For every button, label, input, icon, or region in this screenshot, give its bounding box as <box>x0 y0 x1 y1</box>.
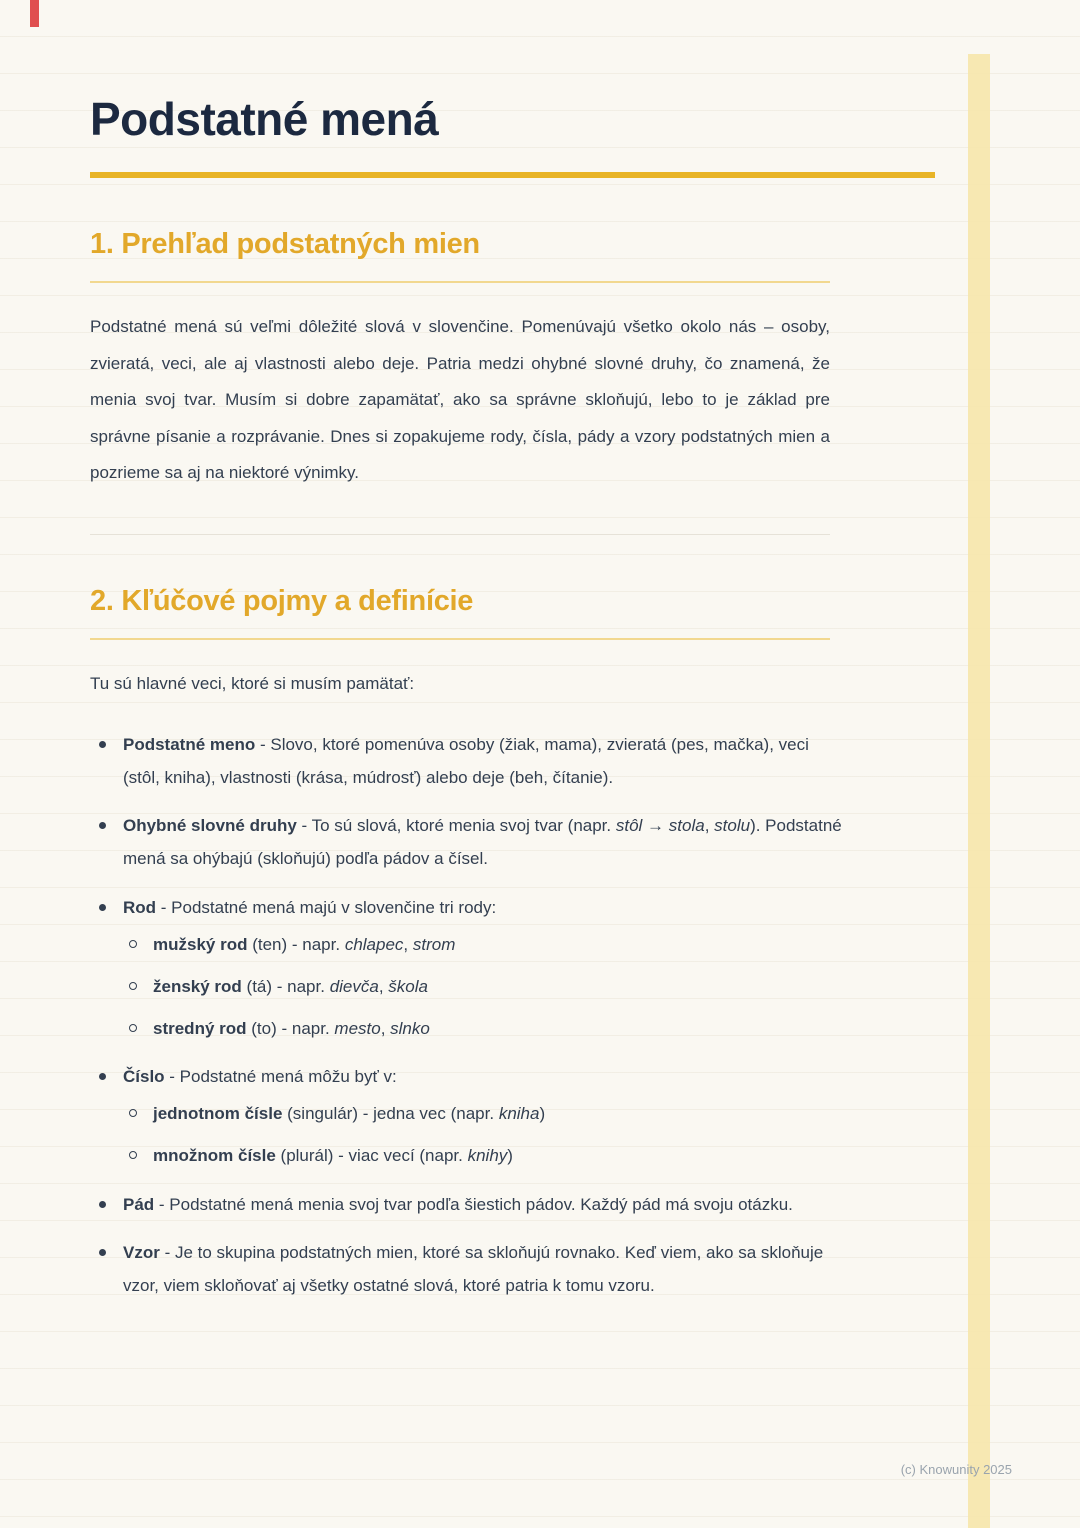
list-item-text: Rod - Podstatné mená majú v slovenčine tri rody: <box>123 897 497 917</box>
list-item-text: Podstatné meno - Slovo, ktoré pomenúva osoby (žiak, mama), zvieratá (pes, mačka), veci (stôl, kniha), vlastnosti (krása, múdrosť) alebo deje (beh, čítanie). <box>123 735 809 788</box>
sub-list-item-text: množnom čísle (plurál) - viac vecí (napr. knihy) <box>153 1146 513 1166</box>
bullet-icon <box>99 904 106 911</box>
section-key-terms <box>90 585 960 1302</box>
list-item <box>90 728 842 794</box>
page-title: Podstatné mená <box>90 93 439 145</box>
bullet-icon <box>99 741 106 748</box>
section-overview-underline <box>90 281 830 283</box>
bullet-icon <box>99 1073 106 1080</box>
list-item <box>90 891 842 1046</box>
circle-bullet-icon <box>129 1109 137 1117</box>
section-overview-heading: 1. Prehľad podstatných mien <box>90 228 480 260</box>
list-item-text: Vzor - Je to skupina podstatných mien, ktoré sa skloňujú rovnako. Keď viem, ako sa skloňuje vzor, viem skloňovať aj všetky ostatné slová, ktoré patria k tomu vzoru. <box>123 1242 824 1295</box>
sub-list-item <box>123 928 842 961</box>
title-underline <box>90 172 935 178</box>
sub-list-item-text: ženský rod (tá) - napr. dievča, škola <box>153 976 428 996</box>
circle-bullet-icon <box>129 940 137 948</box>
section-key-terms-heading: 2. Kľúčové pojmy a definície <box>90 584 474 617</box>
section-key-terms-underline <box>90 638 830 640</box>
list-item-text: Ohybné slovné druhy - To sú slová, ktoré menia svoj tvar (napr. stôl → stola, stolu). Podstatné mená sa ohýbajú (skloňujú) podľa pádov a čísel. <box>123 816 842 869</box>
circle-bullet-icon <box>129 982 137 990</box>
sub-list <box>123 1097 842 1172</box>
list-item <box>90 1188 842 1221</box>
list-item <box>90 809 842 875</box>
list-item <box>90 1236 842 1302</box>
list-item-text: Číslo - Podstatné mená môžu byť v: <box>123 1067 397 1087</box>
bullet-icon <box>99 1201 106 1208</box>
bullet-icon <box>99 1249 106 1256</box>
sub-list-item <box>123 1097 842 1130</box>
copyright: (c) Knowunity 2025 <box>900 1462 1012 1477</box>
overview-paragraph: Podstatné mená sú veľmi dôležité slová v slovenčine. Pomenúvajú všetko okolo nás – osoby, zvieratá, veci, ale aj vlastnosti alebo deje. Patria medzi ohybné slovné druhy, čo znamená, že menia svoj tvar. Musím si dobre zapamätať, ako sa správne skloňujú, lebo to je základ pre správne písanie a rozprávanie. Dnes si zopakujeme rody, čísla, pády a vzory podstatných mien a pozrieme sa aj na niektoré výnimky. <box>90 317 830 483</box>
key-terms-intro: Tu sú hlavné veci, ktoré si musím pamätať: <box>90 673 415 693</box>
list-item-text: Pád - Podstatné mená menia svoj tvar podľa šiestich pádov. Každý pád má svoju otázku. <box>123 1194 793 1214</box>
sub-list-item-text: mužský rod (ten) - napr. chlapec, strom <box>153 934 456 954</box>
bullet-icon <box>99 822 106 829</box>
sub-list <box>123 928 842 1045</box>
key-terms-list <box>90 728 842 1302</box>
circle-bullet-icon <box>129 1151 137 1159</box>
highlight-stripe <box>968 54 990 1528</box>
sub-list-item <box>123 1012 842 1045</box>
sub-list-item-text: jednotnom čísle (singulár) - jedna vec (napr. kniha) <box>153 1104 546 1124</box>
sub-list-item <box>123 1139 842 1172</box>
sub-list-item-text: stredný rod (to) - napr. mesto, slnko <box>153 1019 430 1039</box>
circle-bullet-icon <box>129 1024 137 1032</box>
list-item <box>90 1060 842 1172</box>
sub-list-item <box>123 970 842 1003</box>
section-overview <box>90 228 960 492</box>
section-divider <box>90 534 830 535</box>
